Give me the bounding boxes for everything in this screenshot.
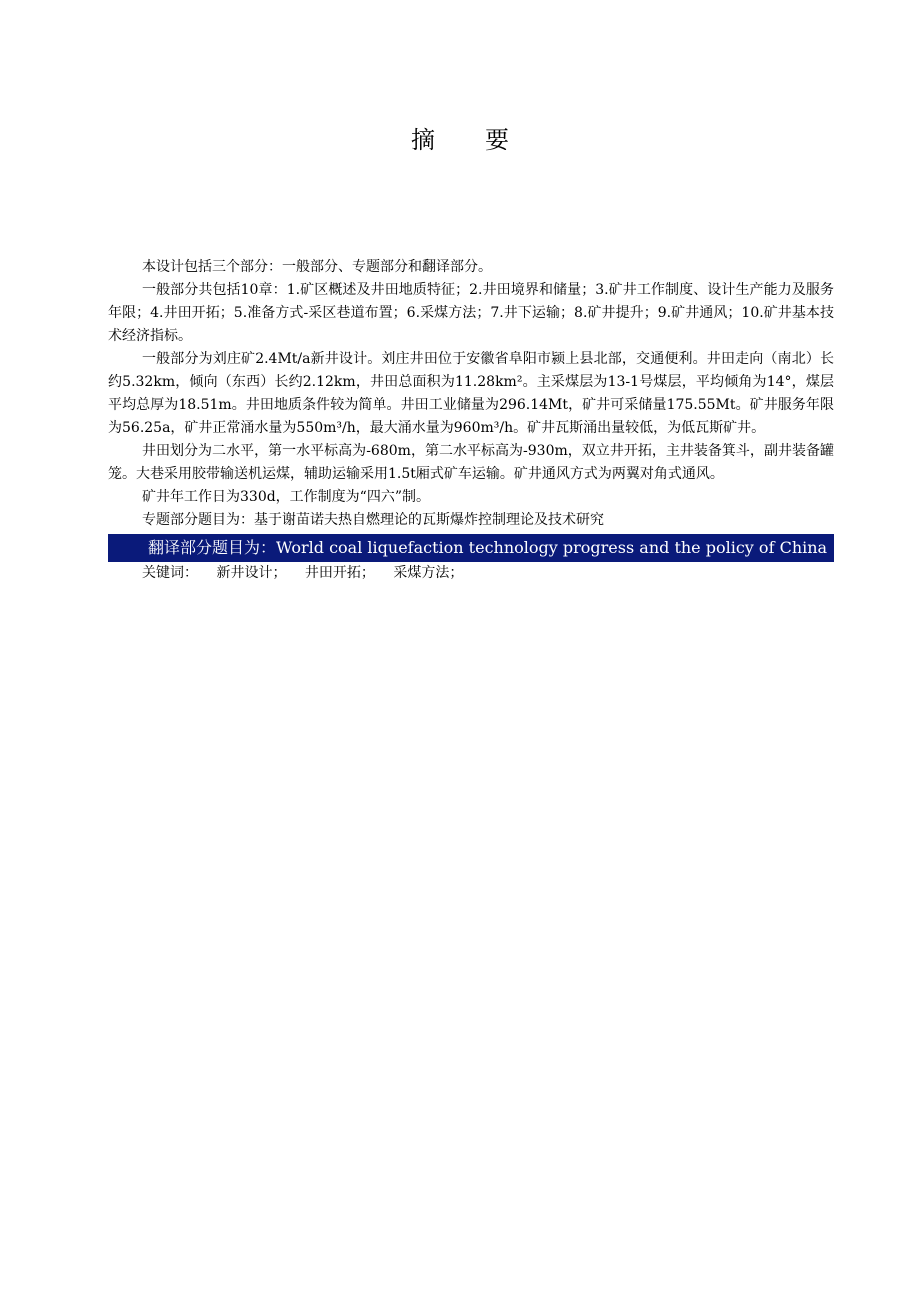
paragraph-special-topic: 专题部分题目为：基于谢苗诺夫热自燃理论的瓦斯爆炸控制理论及技术研究: [142, 512, 604, 528]
translation-topic-highlight: 翻译部分题目为：World coal liquefaction technology progress and the policy of China: [108, 534, 834, 562]
title-char-2: 要: [485, 126, 509, 154]
paragraph-development: 井田划分为二水平，第一水平标高为-680m，第二水平标高为-930m，双立井开拓，主井装备箕斗，副井装备罐笼。大巷采用胶带输送机运煤，辅助运输采用1.5t厢式矿车运输。矿井通风方式为两翼对角式通风。: [108, 443, 834, 482]
keywords-line: [108, 562, 834, 585]
title-char-1: 摘: [411, 126, 435, 154]
keyword-item: 新井设计；: [216, 565, 287, 581]
page-title: [0, 120, 920, 155]
keyword-item: 井田开拓；: [304, 565, 375, 581]
paragraph-work-schedule: 矿井年工作日为330d，工作制度为“四六”制。: [142, 489, 430, 505]
paragraph-chapters: 一般部分共包括10章：1.矿区概述及井田地质特征；2.井田境界和储量；3.矿井工作制度、设计生产能力及服务年限；4.井田开拓；5.准备方式-采区巷道布置；6.采煤方法；7.井下运输；8.矿井提升；9.矿井通风；10.矿井基本技术经济指标。: [108, 282, 834, 344]
abstract-body: [108, 256, 834, 585]
paragraph-intro: 本设计包括三个部分：一般部分、专题部分和翻译部分。: [142, 259, 492, 275]
keywords-label: 关键词：: [142, 565, 198, 581]
keyword-item: 采煤方法；: [393, 565, 464, 581]
paragraph-mine-overview: 一般部分为刘庄矿2.4Mt/a新井设计。刘庄井田位于安徽省阜阳市颍上县北部，交通便利。井田走向（南北）长约5.32km，倾向（东西）长约2.12km，井田总面积为11.28km²。主采煤层为13-1号煤层，平均倾角为14°，煤层平均总厚为18.51m。井田地质条件较为简单。井田工业储量为296.14Mt，矿井可采储量175.55Mt。矿井服务年限为56.25a，矿井正常涌水量为550m³/h，最大涌水量为960m³/h。矿井瓦斯涌出量较低，为低瓦斯矿井。: [108, 351, 834, 436]
